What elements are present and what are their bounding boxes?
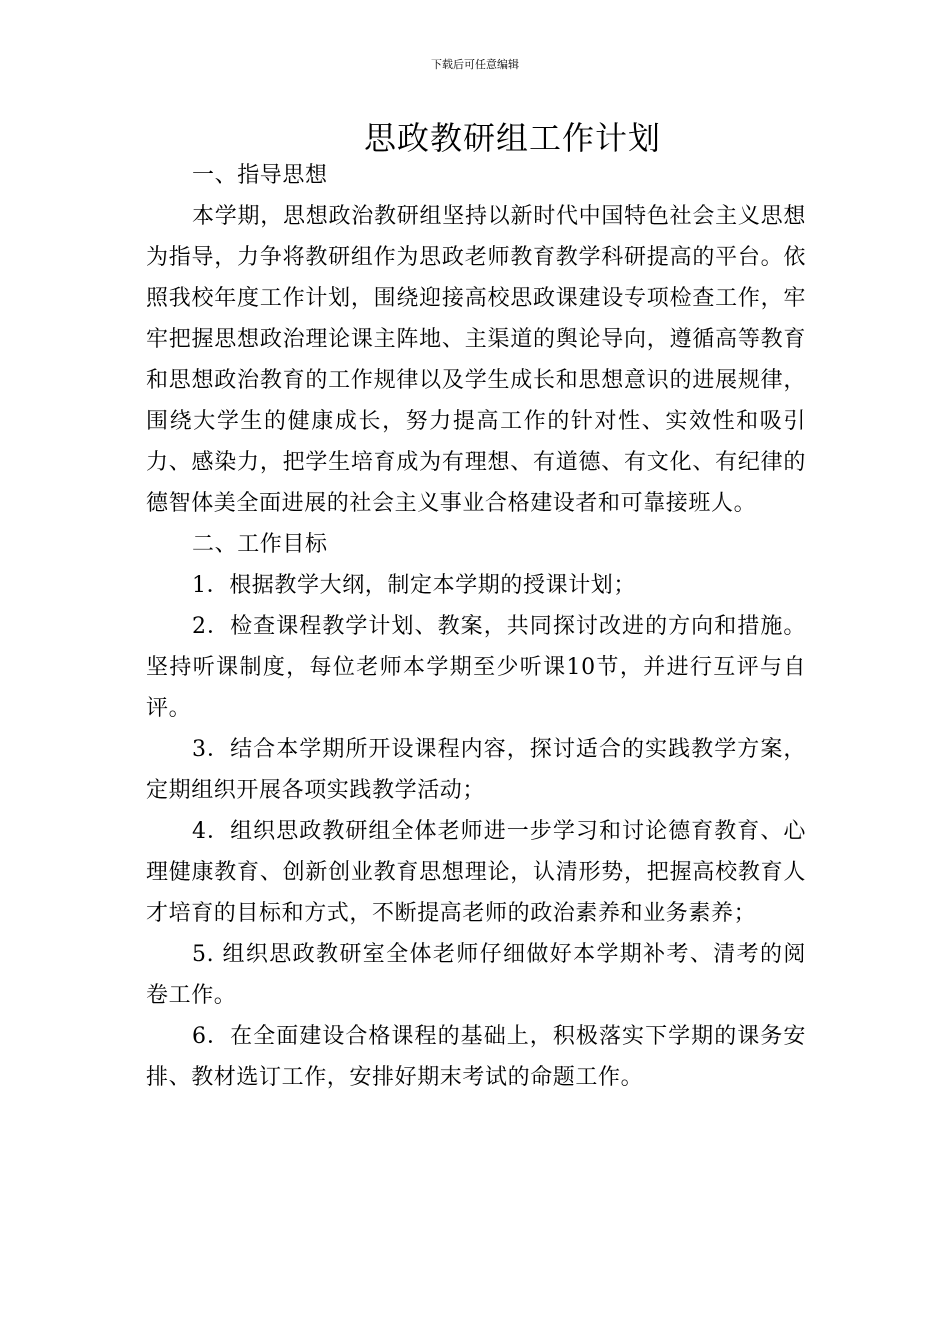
section-heading-work-goals: 二、工作目标: [192, 532, 328, 557]
paragraph-guiding-ideology: 本学期，思想政治教研组坚持以新时代中国特色社会主义思想为指导，力争将教研组作为思政老师教育教学科研提高的平台。依照我校年度工作计划，围绕迎接高校思政课建设专项检查工作，牢牢把握思想政治理论课主阵地、主渠道的舆论导向，遵循高等教育和思想政治教育的工作规律以及学生成长和思想意识的进展规律，围绕大学生的健康成长，努力提高工作的针对性、实效性和吸引力、感染力，把学生培育成为有理想、有道德、有文化、有纪律的德智体美全面进展的社会主义事业合格建设者和可靠接班人。: [146, 204, 806, 516]
document-title: 思政教研组工作计划: [363, 119, 661, 157]
goal-item-3: 3．结合本学期所开设课程内容，探讨适合的实践教学方案，定期组织开展各项实践教学活动；: [146, 737, 806, 803]
goal-item-5: 5. 组织思政教研室全体老师仔细做好本学期补考、清考的阅卷工作。: [146, 942, 806, 1008]
goal-item-1: 1．根据教学大纲，制定本学期的授课计划；: [192, 573, 636, 598]
goal-item-2: 2．检查课程教学计划、教案，共同探讨改进的方向和措施。坚持听课制度，每位老师本学期至少听课10节，并进行互评与自评。: [146, 614, 806, 721]
section-heading-guiding-ideology: 一、指导思想: [192, 163, 328, 188]
goal-item-6: 6．在全面建设合格课程的基础上，积极落实下学期的课务安排、教材选订工作，安排好期末考试的命题工作。: [146, 1024, 806, 1090]
document-body: [146, 155, 806, 1098]
header-note: 下载后可任意编辑: [431, 58, 519, 71]
goal-item-4: 4．组织思政教研组全体老师进一步学习和讨论德育教育、心理健康教育、创新创业教育思想理论，认清形势，把握高校教育人才培育的目标和方式，不断提高老师的政治素养和业务素养；: [146, 819, 806, 926]
